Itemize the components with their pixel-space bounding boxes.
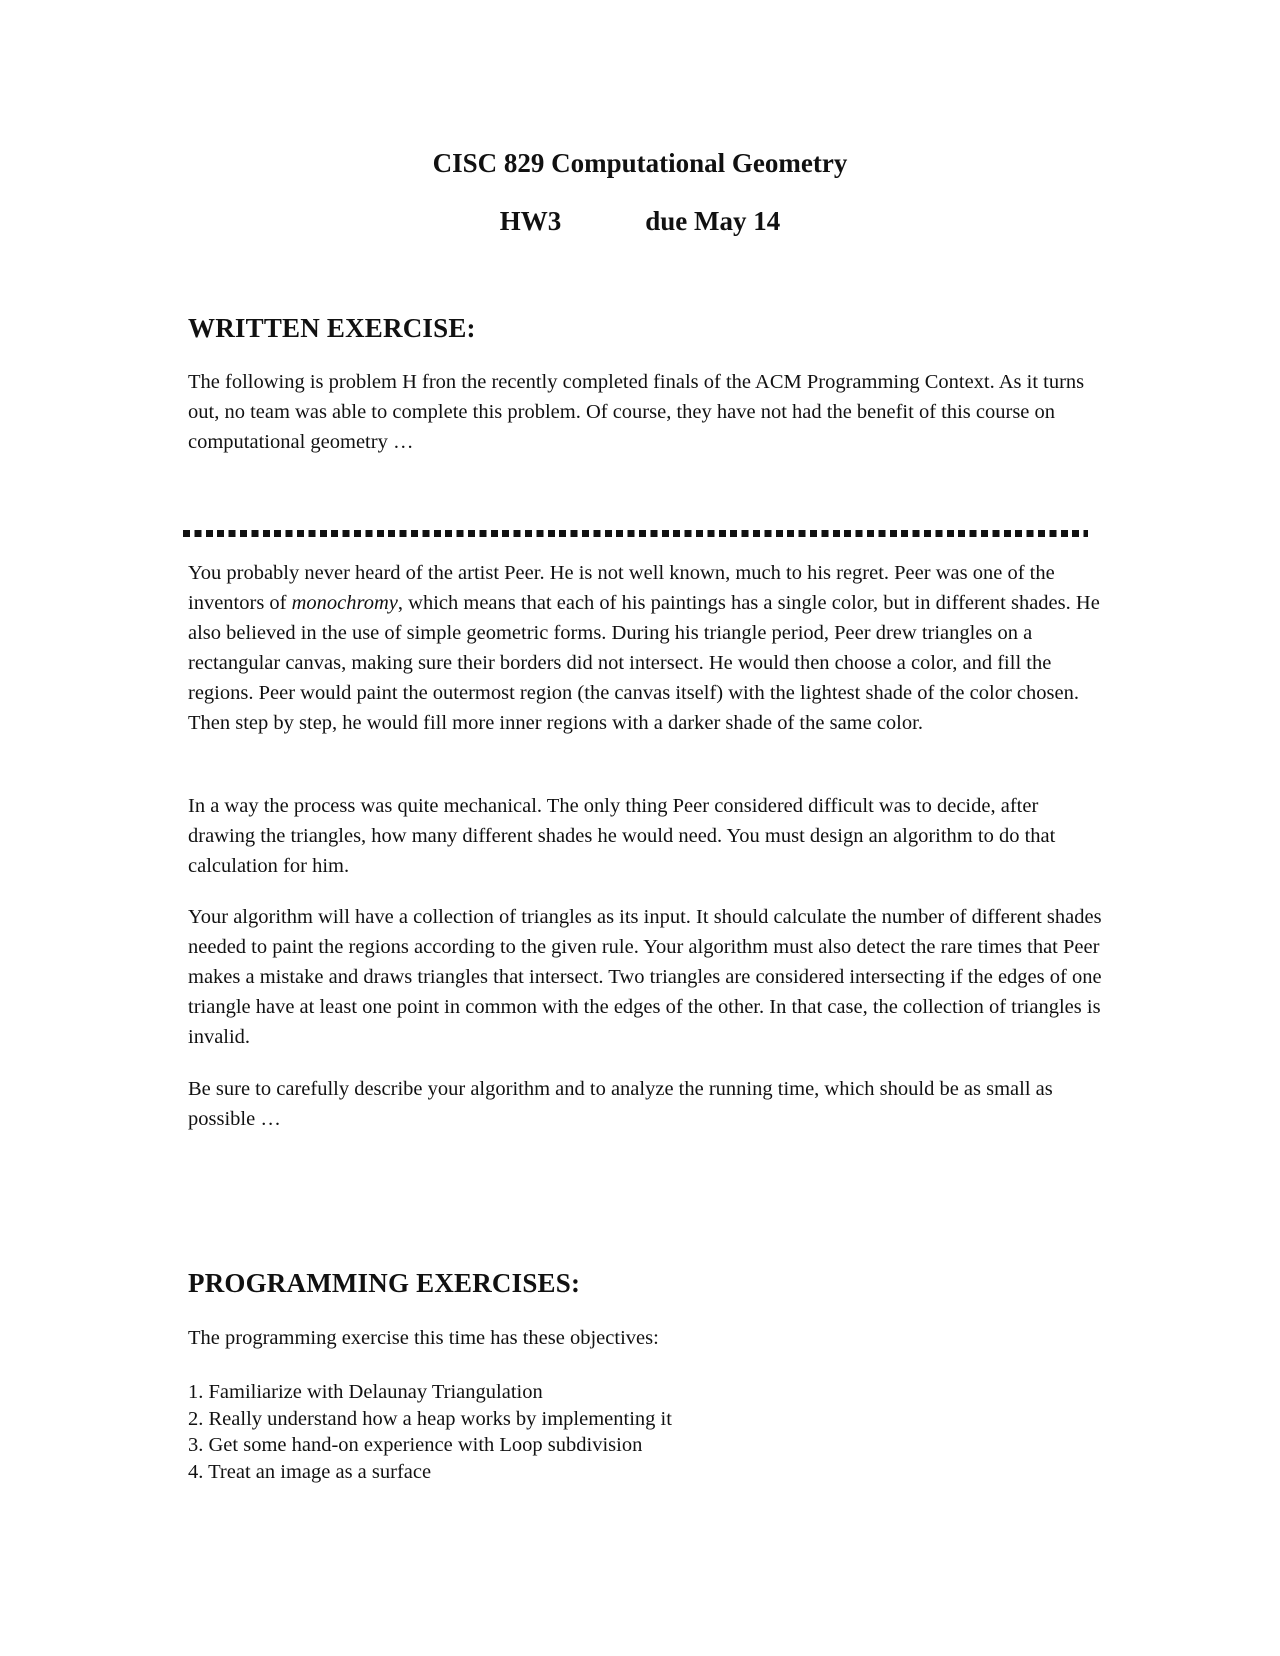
programming-exercises-heading: PROGRAMMING EXERCISES: [188,1268,581,1298]
objective-item: 3. Get some hand-on experience with Loop subdivision [188,1434,643,1456]
due-date: due May 14 [645,206,781,236]
problem-paragraph-2: In a way the process was quite mechanical. The only thing Peer considered difficult was to decide, after drawing the triangles, how many different shades he would need. You must design an algorithm to do that calculation for him. [188,795,1056,877]
problem-paragraph-4: Be sure to carefully describe your algorithm and to analyze the running time, which should be as small as possible … [188,1078,1053,1130]
problem-paragraph-1 [188,558,1103,738]
problem-paragraph-1-start: You probably never heard of the artist Peer. He is not well known, much to his regret. Peer was one of the inventors of [188,562,1055,614]
monochromy-term: monochromy [291,592,398,614]
programming-intro: The programming exercise this time has these objectives: [188,1327,659,1349]
problem-paragraph-3: Your algorithm will have a collection of triangles as its input. It should calculate the number of different shades needed to paint the regions according to the given rule. Your algorithm must also detect the rare times that Peer makes a mistake and draws triangles that intersect. Two triangles are considered intersecting if the edges of one triangle have at least one point in common with the edges of the other. In that case, the collection of triangles is invalid. [188,906,1102,1048]
objectives-list [188,1379,672,1485]
objective-item: 4. Treat an image as a surface [188,1460,432,1483]
assignment-line [0,206,1280,237]
dotted-divider [183,530,1088,537]
problem-paragraph-1-end: , which means that each of his paintings has a single color, but in different shades. He also believed in the use of simple geometric forms. During his triangle period, Peer drew triangles on a rectangular canvas, making sure their borders did not intersect. He would then choose a color, and fill the regions. Peer would paint the outermost region (the canvas itself) with the lightest shade of the color chosen. Then step by step, he would fill more inner regions with a darker shade of the same color. [188,592,1100,734]
written-intro-paragraph: The following is problem H fron the recently completed finals of the ACM Programming Context. As it turns out, no team was able to complete this problem. Of course, they have not had the benefit of this course on computational geometry … [188,371,1085,453]
objective-item: 1. Familiarize with Delaunay Triangulation [188,1381,543,1403]
course-title: CISC 829 Computational Geometry [432,148,848,178]
hw-label: HW3 [499,206,562,236]
written-exercise-heading: WRITTEN EXERCISE: [188,313,476,343]
objective-item: 2. Really understand how a heap works by implementing it [188,1407,672,1430]
